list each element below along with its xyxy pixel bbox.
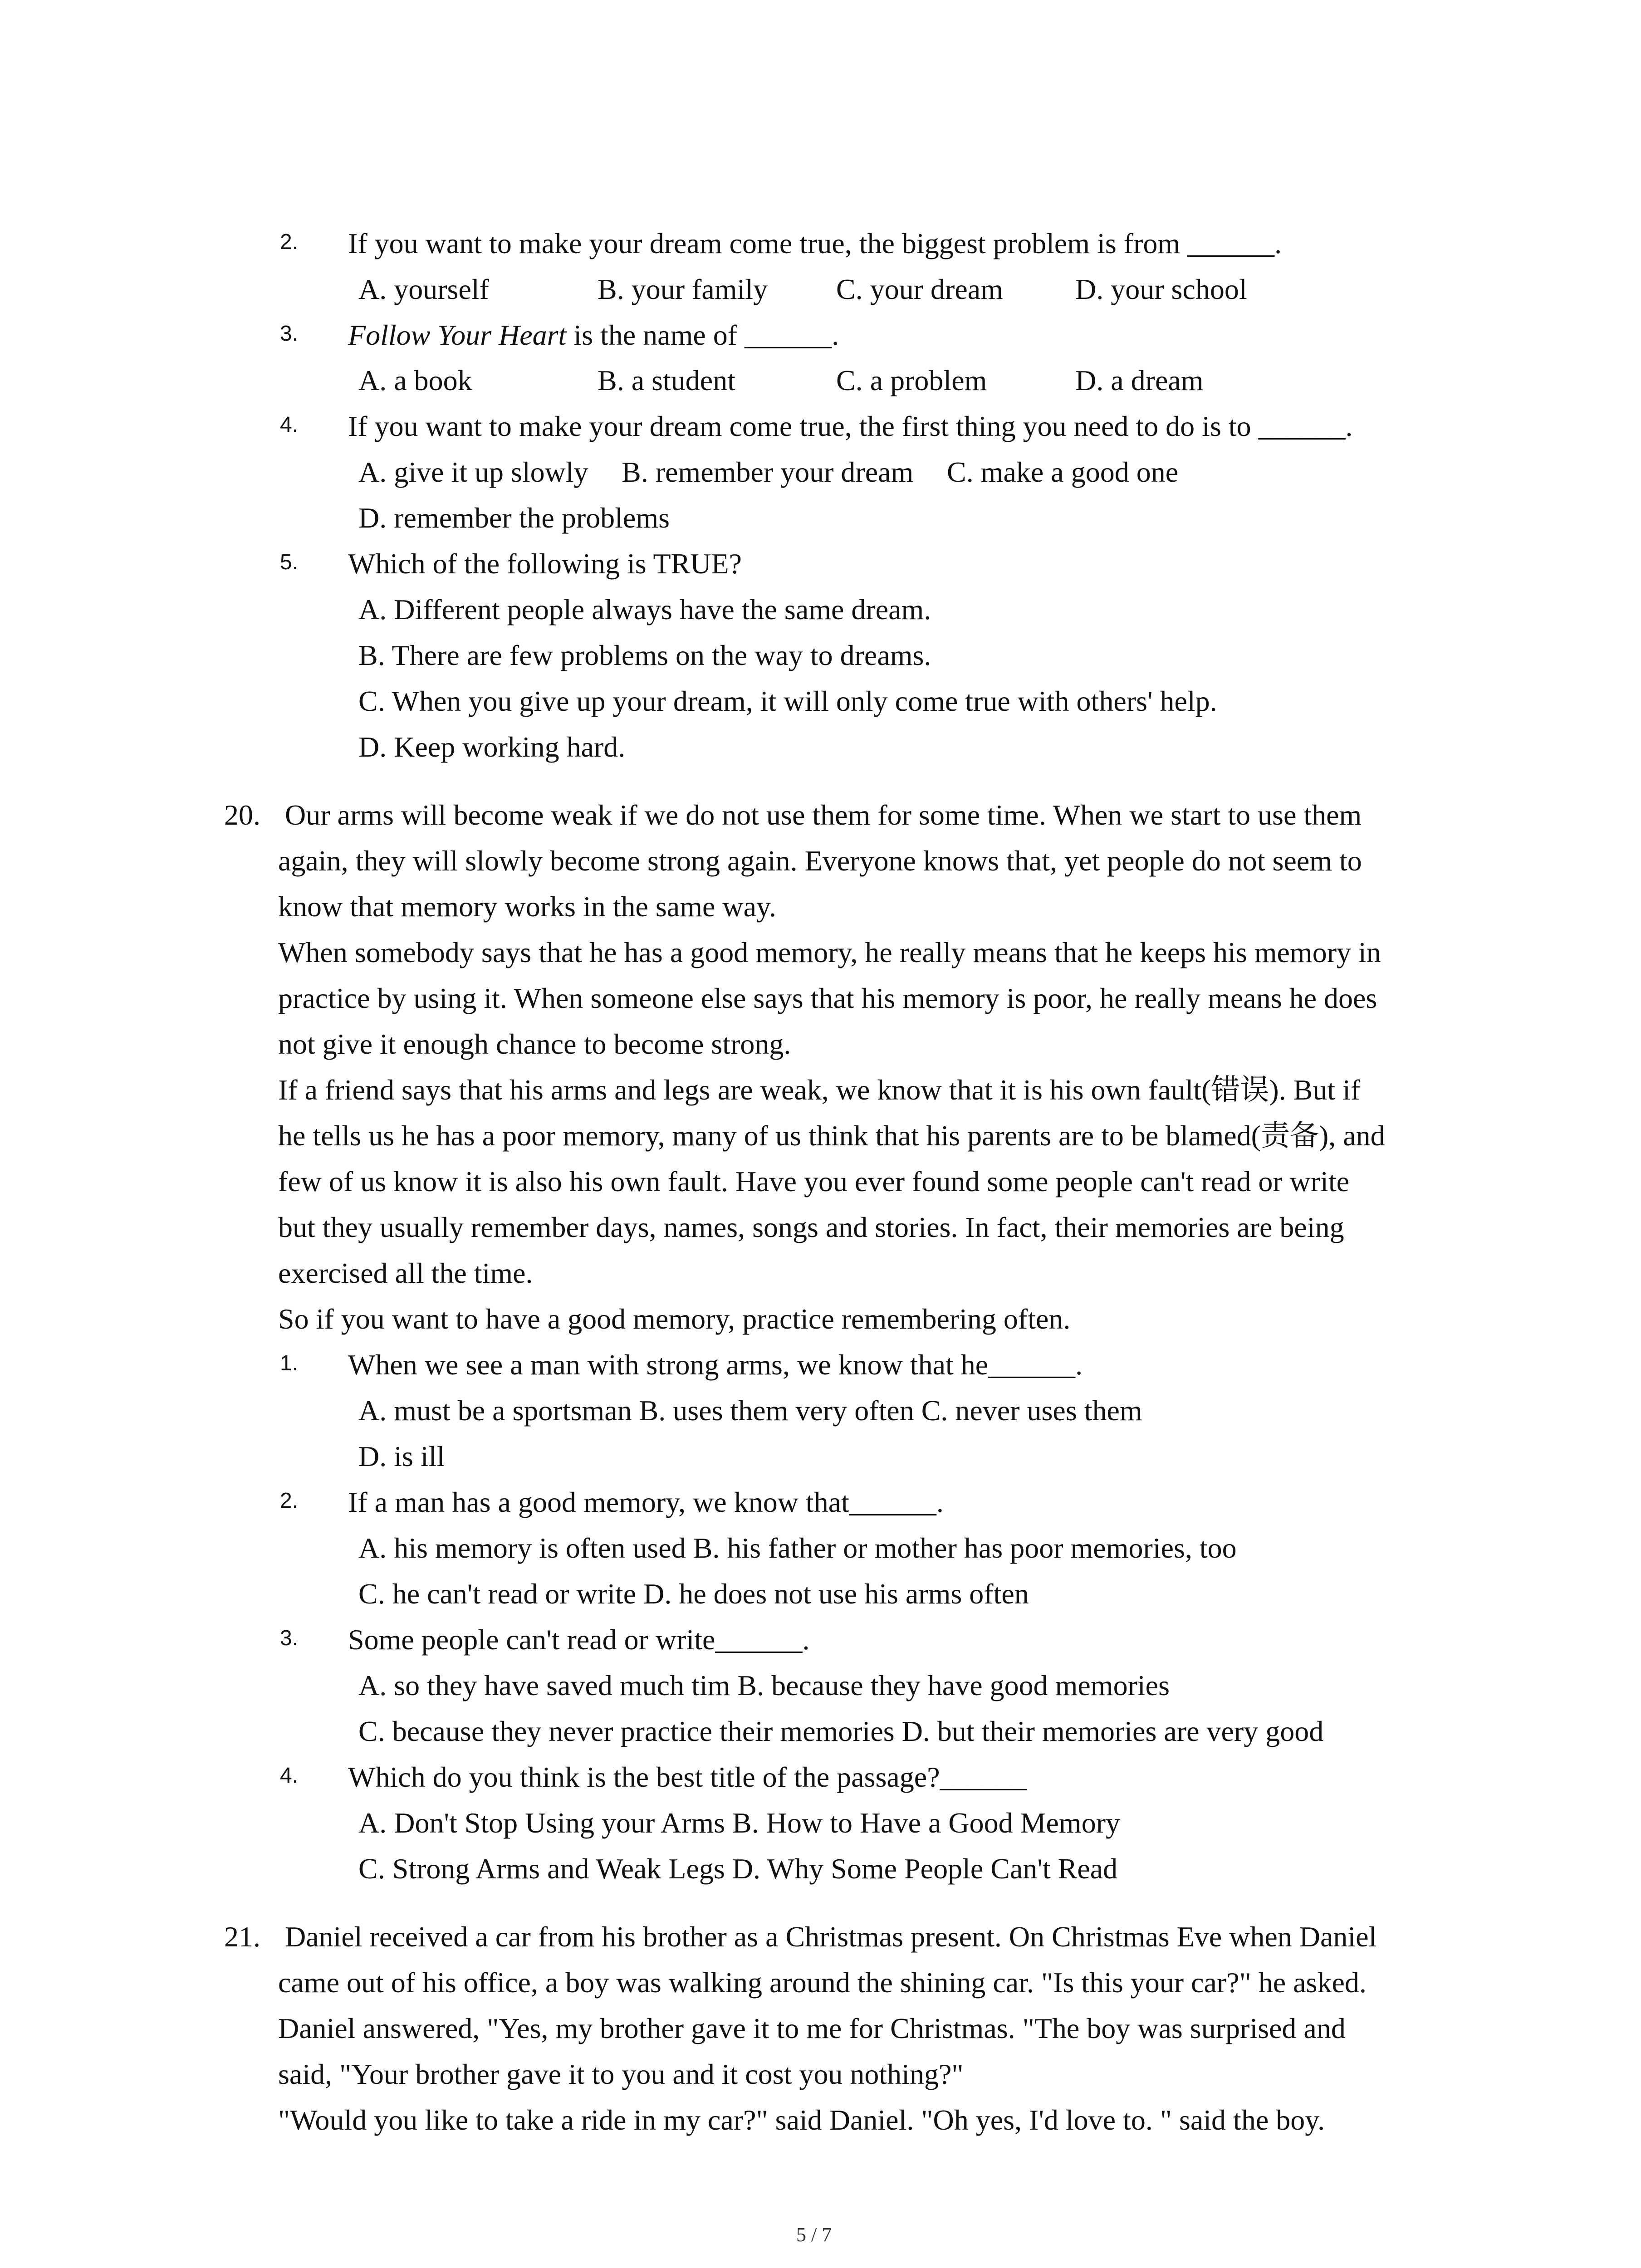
passage-line: practice by using it. When someone else says that his memory is poor, he really means he does (278, 982, 1377, 1014)
option-d: D. your school (1075, 273, 1247, 305)
question-stem: When we see a man with strong arms, we know that he______. (348, 1349, 1083, 1381)
option-c: C. a problem (836, 364, 987, 396)
passage-line: Daniel answered, "Yes, my brother gave it to me for Christmas. "The boy was surprised and (278, 2012, 1346, 2044)
question-stem: Which of the following is TRUE? (348, 547, 742, 580)
option-d: D. remember the problems (358, 502, 670, 534)
option-a: A. Different people always have the same dream. (358, 593, 931, 626)
question-stem: If you want to make your dream come true, the first thing you need to do is to ______. (348, 410, 1353, 442)
option-line: D. is ill (358, 1440, 445, 1472)
passage-line: few of us know it is also his own fault. Have you ever found some people can't read or write (278, 1165, 1350, 1198)
option-line: C. Strong Arms and Weak Legs D. Why Some People Can't Read (358, 1853, 1118, 1885)
passage-line: but they usually remember days, names, songs and stories. In fact, their memories are being (278, 1211, 1344, 1243)
option-b: B. a student (598, 364, 735, 396)
item-number: 2. (280, 1489, 299, 1513)
option-d: D. Keep working hard. (358, 731, 626, 763)
option-b: B. There are few problems on the way to dreams. (358, 639, 931, 671)
page-number: 5 / 7 (796, 2224, 832, 2246)
question-number: 21. (224, 1921, 260, 1953)
question-number: 20. (224, 799, 260, 831)
question-stem: If a man has a good memory, we know that______. (348, 1486, 944, 1518)
option-line: A. so they have saved much tim B. because they have good memories (358, 1669, 1170, 1701)
item-number: 4. (280, 413, 299, 437)
passage-line: If a friend says that his arms and legs are weak, we know that it is his own fault(错误). But if (278, 1074, 1361, 1106)
passage-line: exercised all the time. (278, 1257, 533, 1289)
option-a: A. yourself (358, 273, 489, 305)
option-line: A. his memory is often used B. his father or mother has poor memories, too (358, 1532, 1237, 1564)
passage-line: said, "Your brother gave it to you and it cost you nothing?" (278, 2058, 964, 2090)
option-line: C. he can't read or write D. he does not use his arms often (358, 1578, 1029, 1610)
passage-line: "Would you like to take a ride in my car?" said Daniel. "Oh yes, I'd love to. " said the boy. (278, 2104, 1325, 2136)
option-a: A. give it up slowly (358, 456, 588, 488)
passage-line: So if you want to have a good memory, practice remembering often. (278, 1303, 1071, 1335)
option-d: D. a dream (1075, 364, 1204, 396)
question-stem: Which do you think is the best title of the passage?______ (348, 1761, 1027, 1793)
question-stem (348, 321, 839, 350)
passage-line: know that memory works in the same way. (278, 890, 776, 923)
item-number: 4. (280, 1764, 299, 1788)
stem-rest: is the name of ______. (566, 319, 839, 351)
question-stem: Some people can't read or write______. (348, 1623, 810, 1656)
passage-line: not give it enough chance to become strong. (278, 1028, 791, 1060)
item-number: 1. (280, 1351, 299, 1375)
option-line: A. must be a sportsman B. uses them very often C. never uses them (358, 1394, 1142, 1427)
item-number: 2. (280, 230, 299, 254)
book-title: Follow Your Heart (348, 319, 567, 351)
option-b: B. your family (598, 273, 768, 305)
option-line: A. Don't Stop Using your Arms B. How to Have a Good Memory (358, 1807, 1120, 1839)
item-number: 3. (280, 1626, 299, 1650)
passage-line: again, they will slowly become strong again. Everyone knows that, yet people do not seem to (278, 845, 1362, 877)
option-line: C. because they never practice their memories D. but their memories are very good (358, 1715, 1324, 1747)
option-a: A. a book (358, 364, 472, 396)
item-number: 5. (280, 550, 299, 574)
question-stem: If you want to make your dream come true, the biggest problem is from ______. (348, 227, 1282, 259)
passage-line: came out of his office, a boy was walking around the shining car. "Is this your car?" he asked. (278, 1966, 1367, 1999)
option-c: C. When you give up your dream, it will only come true with others' help. (358, 685, 1217, 717)
item-number: 3. (280, 322, 299, 346)
passage-line: Our arms will become weak if we do not use them for some time. When we start to use them (285, 799, 1362, 831)
passage-line: Daniel received a car from his brother as a Christmas present. On Christmas Eve when Daniel (285, 1921, 1377, 1953)
option-b: B. remember your dream (622, 456, 914, 488)
option-c: C. make a good one (947, 456, 1179, 488)
passage-line: When somebody says that he has a good memory, he really means that he keeps his memory in (278, 936, 1381, 968)
option-c: C. your dream (836, 273, 1003, 305)
passage-line: he tells us he has a poor memory, many of us think that his parents are to be blamed(责备), and (278, 1119, 1385, 1152)
